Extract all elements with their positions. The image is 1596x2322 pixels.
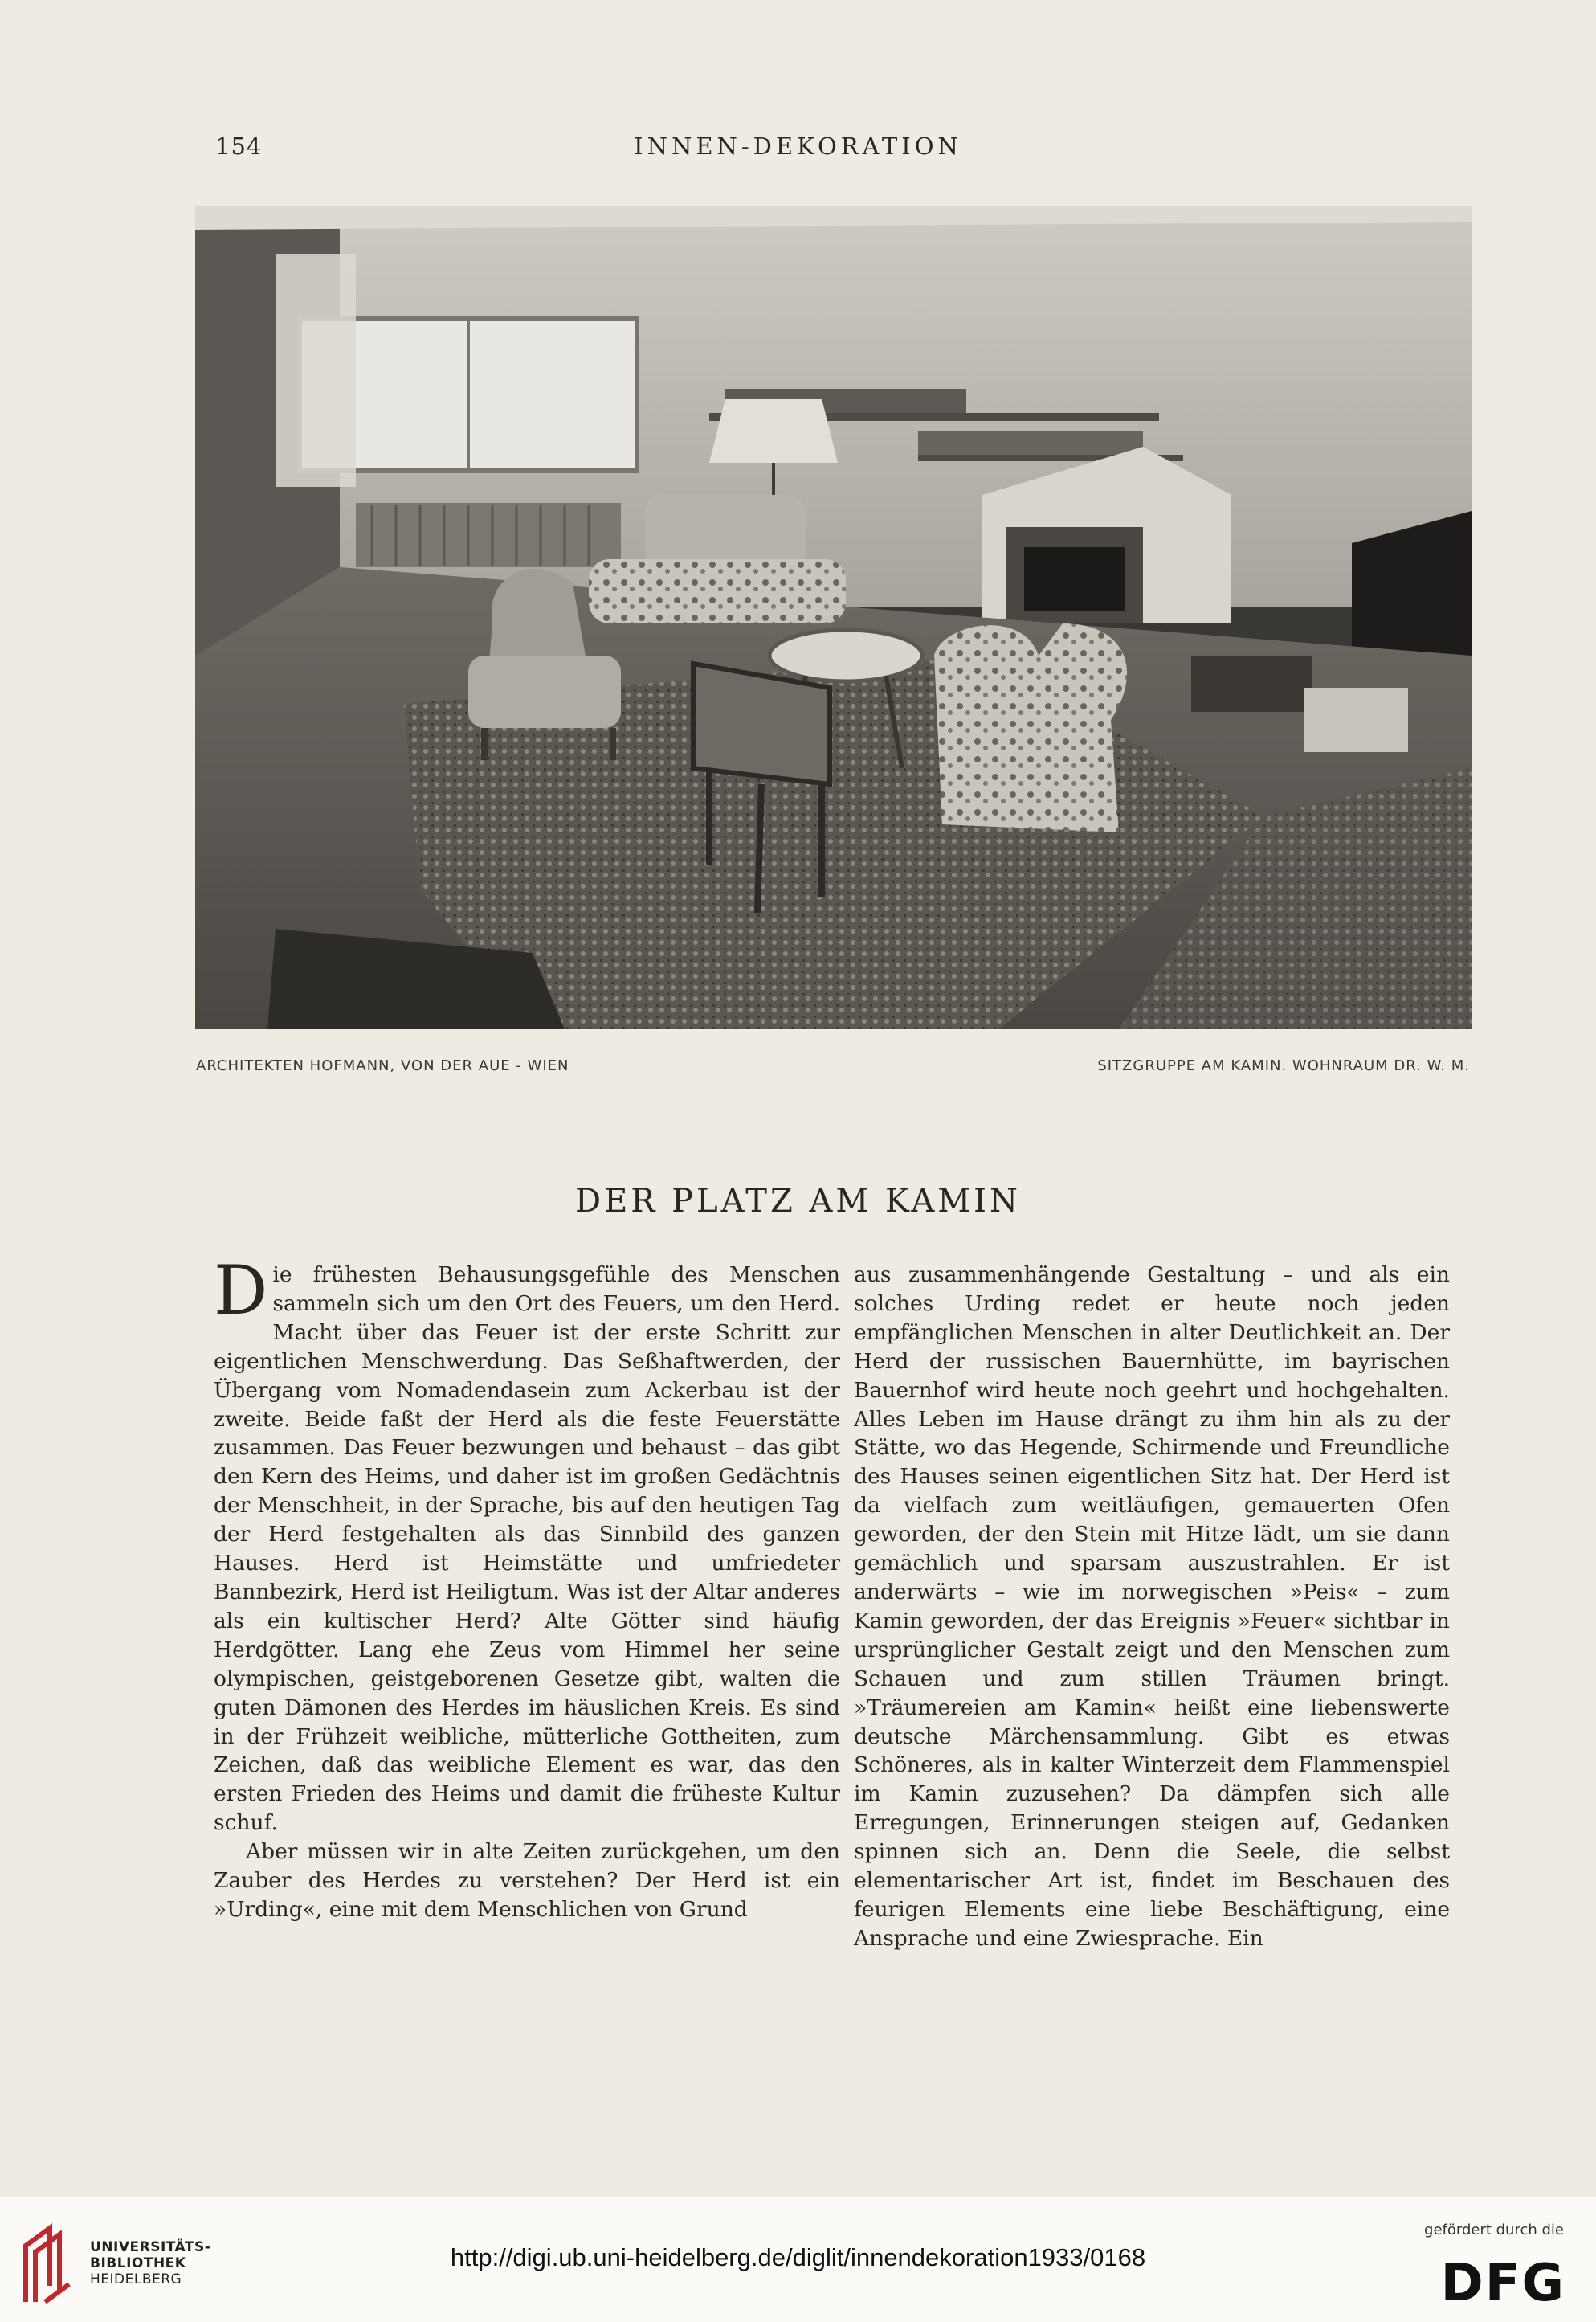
library-line-2: BIBLIOTHEK (90, 2255, 186, 2271)
article-paragraph-1 (214, 1251, 840, 1838)
article-column-left (214, 1251, 840, 1924)
article-column-right (854, 1261, 1450, 1953)
journal-title: INNEN-DEKORATION (634, 133, 962, 160)
page-number: 154 (215, 133, 263, 160)
living-room-photo-illustration (195, 206, 1472, 1029)
article-paragraph-right: aus zusammenhängende Gestaltung – und als ein solches Urding redet er heute noch jeden empfänglichen Menschen in alter Deutlichkeit an. Der Herd der russischen Bauernhütte, im bayrischen Bauernhof wird heute noch geehrt und hochgehalten. Alles Leben im Hause drängt zu ihm hin als zu der Stätte, wo das Hegende, Schirmende und Freundliche des Hauses seinen eigentlichen Sitz hat. Der Herd ist da vielfach zum weitläufigen, gemauerten Ofen geworden, der den Stein mit Hitze lädt, um sie dann gemächlich und sparsam auszustrahlen. Er ist anderwärts – wie im norwegischen »Peis« – zum Kamin geworden, der das Ereignis »Feuer« sichtbar in ursprünglicher Gestalt zeigt und den Menschen zum Schauen und zum stillen Träumen bringt. »Träumereien am Kamin« heißt eine liebenswerte deutsche Märchensammlung. Gibt es etwas Schöneres, als in kalter Winterzeit dem Flammenspiel im Kamin zuzusehen? Da dämpfen sich alle Erregungen, Erinnerungen steigen auf, Gedanken spinnen sich an. Denn die Seele, die selbst elementarischer Art ist, findet im Beschauen des feurigen Elements eine liebe Beschäftigung, eine Ansprache und eine Zwiesprache. Ein (854, 1262, 1450, 1951)
sponsor-text: gefördert durch die (1424, 2222, 1564, 2238)
photo-caption-architect: ARCHITEKTEN HOFMANN, VON DER AUE - WIEN (196, 1057, 569, 1074)
interior-photograph (195, 206, 1472, 1029)
photo-caption-room: SITZGRUPPE AM KAMIN. WOHNRAUM DR. W. M. (1097, 1057, 1470, 1074)
paragraph-1-text: ie frühesten Behausungsgefühle des Menschen sammeln sich um den Ort des Feuers, um den Herd. Macht über das Feuer ist der erste Schritt zur eigentlichen Menschwerdung. Das Seßhaftwerden, der Übergang vom Nomadendasein zum Ackerbau ist der zweite. Beide faßt der Herd als die feste Feuerstätte zusammen. Das Feuer bezwungen und behaust – das gibt den Kern des Heims, und daher ist im großen Gedächtnis der Menschheit, in der Sprache, bis auf den heutigen Tag der Herd festgehalten als das Sinnbild des ganzen Hauses. Herd ist Heimstätte und umfriedeter Bannbezirk, Herd ist Heiligtum. Was ist der Altar anderes als ein kultischer Herd? Alte Götter sind häufig Herdgötter. Lang ehe Zeus vom Himmel her seine olympischen, geistgeborenen Gesetze gibt, walten die guten Dämonen des Herdes im häuslichen Kreis. Es sind in der Frühzeit weibliche, mütterliche Gottheiten, zum Zeichen, daß das weibliche Element es war, das den ersten Frieden des Heims und damit die früheste Kultur schuf. (214, 1262, 840, 1836)
library-line-3: HEIDELBERG (90, 2271, 182, 2287)
article-paragraph-2: Aber müssen wir in alte Zeiten zurückgehen, um den Zauber des Herdes zu verstehen? Der Herd ist ein »Urding«, eine mit dem Menschlichen von Grund (214, 1839, 840, 1922)
article-title: DER PLATZ AM KAMIN (575, 1183, 1021, 1220)
running-head (0, 133, 1596, 165)
drop-cap: D (214, 1251, 268, 1330)
dfg-logo: DFG (1440, 2254, 1565, 2313)
source-url-link[interactable]: http://digi.ub.uni-heidelberg.de/diglit/innendekoration1933/0168 (450, 2243, 1146, 2271)
digitization-footer (0, 2197, 1596, 2322)
library-line-1: UNIVERSITÄTS- (90, 2239, 211, 2255)
